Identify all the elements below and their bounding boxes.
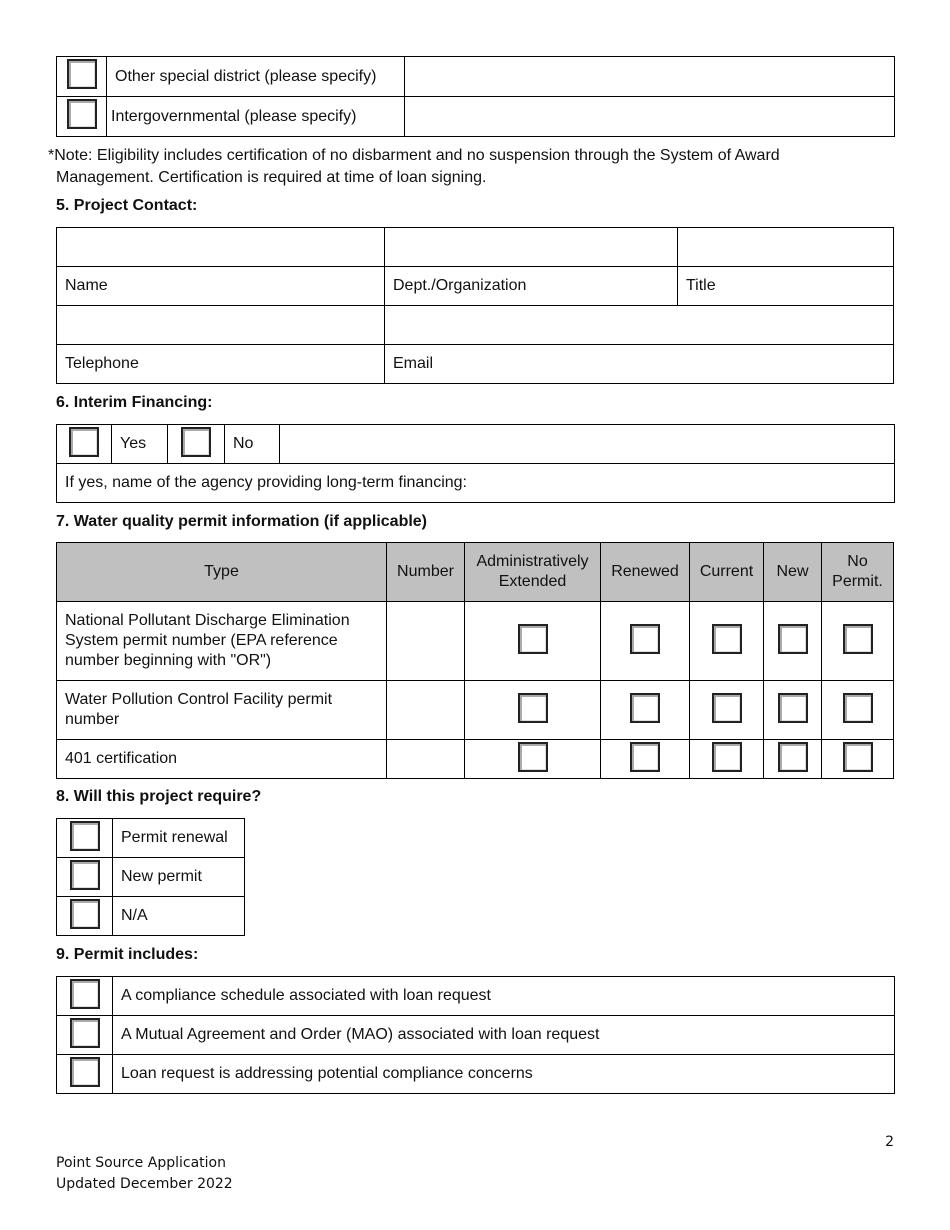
org-type-label: Intergovernmental (please specify)	[107, 97, 405, 137]
wpcf-renewed-checkbox[interactable]	[630, 693, 660, 723]
telephone-field[interactable]	[57, 306, 385, 345]
section-8-heading: 8. Will this project require?	[56, 788, 262, 805]
project-require-table	[56, 818, 245, 936]
page-number: 2	[885, 1134, 894, 1150]
other-special-district-specify-field[interactable]	[405, 57, 895, 97]
name-label: Name	[57, 267, 385, 306]
permit-type: National Pollutant Discharge Elimination System permit number (EPA reference number beginning with "OR")	[57, 602, 387, 681]
npdes-renewed-checkbox[interactable]	[630, 624, 660, 654]
long-term-agency-field[interactable]	[57, 464, 895, 503]
option-label: N/A	[113, 897, 245, 936]
col-type: Type	[57, 543, 387, 602]
npdes-number-field[interactable]	[387, 602, 465, 681]
org-type-label: Other special district (please specify)	[107, 57, 405, 97]
dept-field[interactable]	[385, 228, 678, 267]
npdes-admin-extended-checkbox[interactable]	[518, 624, 548, 654]
cert401-no-permit-checkbox[interactable]	[843, 742, 873, 772]
compliance-schedule-checkbox[interactable]	[70, 979, 100, 1009]
permit-info-table	[56, 542, 894, 779]
npdes-current-checkbox[interactable]	[712, 624, 742, 654]
eligibility-note	[48, 145, 780, 189]
footer-updated: Updated December 2022	[56, 1176, 233, 1192]
long-term-agency-label: If yes, name of the agency providing long-term financing:	[65, 474, 467, 491]
option-label: New permit	[113, 858, 245, 897]
col-new: New	[764, 543, 822, 602]
cert401-new-checkbox[interactable]	[778, 742, 808, 772]
interim-financing-table	[56, 424, 895, 503]
title-field[interactable]	[678, 228, 894, 267]
permit-includes-table	[56, 976, 895, 1094]
option-label: Permit renewal	[113, 819, 245, 858]
wpcf-current-checkbox[interactable]	[712, 693, 742, 723]
interim-no-checkbox[interactable]	[181, 427, 211, 457]
wpcf-no-permit-checkbox[interactable]	[843, 693, 873, 723]
checkbox-cell	[57, 97, 107, 137]
mao-checkbox[interactable]	[70, 1018, 100, 1048]
email-field[interactable]	[385, 306, 894, 345]
col-renewed: Renewed	[601, 543, 690, 602]
intergovernmental-specify-field[interactable]	[405, 97, 895, 137]
cert401-current-checkbox[interactable]	[712, 742, 742, 772]
permit-renewal-checkbox[interactable]	[70, 821, 100, 851]
table-row	[57, 740, 894, 779]
cert401-renewed-checkbox[interactable]	[630, 742, 660, 772]
permit-type: Water Pollution Control Facility permit number	[57, 681, 387, 740]
table-row	[57, 602, 894, 681]
section-5-heading: 5. Project Contact:	[56, 197, 198, 214]
col-number: Number	[387, 543, 465, 602]
organization-type-table	[56, 56, 895, 137]
wpcf-new-checkbox[interactable]	[778, 693, 808, 723]
section-6-heading: 6. Interim Financing:	[56, 394, 213, 411]
footer-doc-name: Point Source Application	[56, 1155, 226, 1171]
interim-blank-cell	[280, 425, 895, 464]
project-contact-table	[56, 227, 894, 384]
intergovernmental-checkbox[interactable]	[67, 99, 97, 129]
table-row	[57, 681, 894, 740]
yes-label: Yes	[112, 425, 168, 464]
interim-yes-checkbox[interactable]	[69, 427, 99, 457]
section-7-heading: 7. Water quality permit information (if applicable)	[56, 513, 428, 530]
col-current: Current	[690, 543, 764, 602]
no-label: No	[225, 425, 280, 464]
col-no-permit: No Permit.	[822, 543, 894, 602]
checkbox-cell	[57, 57, 107, 97]
email-label: Email	[385, 345, 894, 384]
note-line-1: *Note: Eligibility includes certification of no disbarment and no suspension through the System of Award	[48, 147, 780, 164]
note-line-2: Management. Certification is required at time of loan signing.	[56, 169, 487, 186]
new-permit-checkbox[interactable]	[70, 860, 100, 890]
telephone-label: Telephone	[57, 345, 385, 384]
footer	[56, 1153, 233, 1195]
section-9-heading: 9. Permit includes:	[56, 946, 199, 963]
wpcf-number-field[interactable]	[387, 681, 465, 740]
name-field[interactable]	[57, 228, 385, 267]
checkbox-cell	[168, 425, 225, 464]
npdes-no-permit-checkbox[interactable]	[843, 624, 873, 654]
cert401-admin-extended-checkbox[interactable]	[518, 742, 548, 772]
option-label: A Mutual Agreement and Order (MAO) associated with loan request	[113, 1016, 895, 1055]
checkbox-cell	[57, 425, 112, 464]
other-special-district-checkbox[interactable]	[67, 59, 97, 89]
col-admin-extended: Administratively Extended	[465, 543, 601, 602]
permit-type: 401 certification	[57, 740, 387, 779]
title-label: Title	[678, 267, 894, 306]
cert401-number-field[interactable]	[387, 740, 465, 779]
option-label: A compliance schedule associated with loan request	[113, 977, 895, 1016]
compliance-concerns-checkbox[interactable]	[70, 1057, 100, 1087]
option-label: Loan request is addressing potential compliance concerns	[113, 1055, 895, 1094]
wpcf-admin-extended-checkbox[interactable]	[518, 693, 548, 723]
dept-label: Dept./Organization	[385, 267, 678, 306]
npdes-new-checkbox[interactable]	[778, 624, 808, 654]
na-checkbox[interactable]	[70, 899, 100, 929]
